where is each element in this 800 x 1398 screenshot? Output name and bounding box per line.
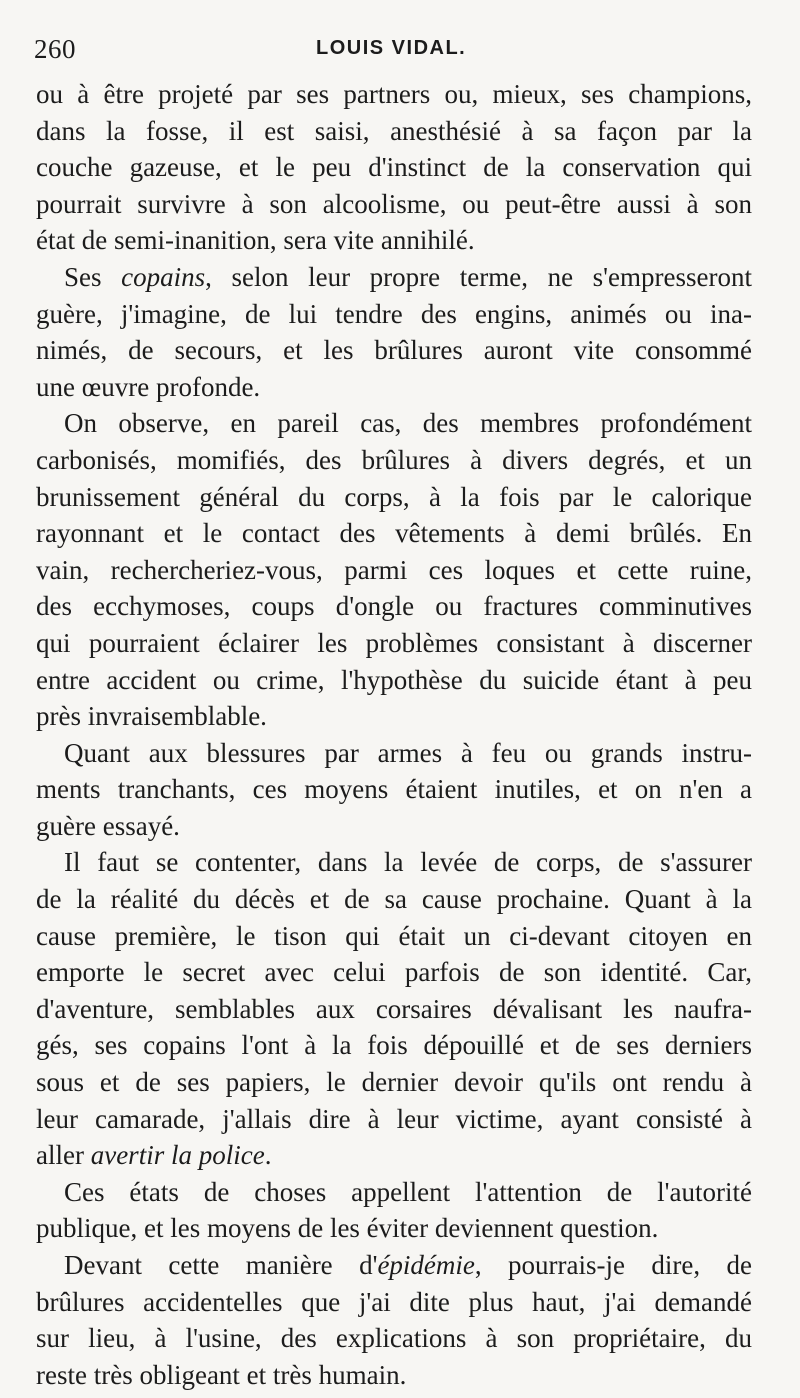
text-line	[36, 1247, 752, 1284]
text-line: d'aventure, semblables aux corsaires dévalisant les naufra-	[36, 993, 752, 1024]
text-line: guère essayé.	[36, 810, 180, 841]
italic-text: avertir la police	[90, 1140, 265, 1171]
text-line: des ecchymoses, coups d'ongle ou fractures comminutives	[36, 591, 752, 622]
text-line: brûlures accidentelles que j'ai dite plus haut, j'ai demandé	[36, 1286, 752, 1317]
text-line: couche gazeuse, et le peu d'instinct de la conservation qui	[36, 152, 752, 183]
text-span: Devant cette manière d'	[64, 1250, 378, 1280]
italic-text: copains	[121, 261, 206, 292]
text-line: ments tranchants, ces moyens étaient inutiles, et on n'en a	[36, 774, 752, 805]
text-line: qui pourraient éclairer les problèmes consistant à discerner	[36, 627, 752, 658]
page-number: 260	[34, 34, 76, 64]
text-line: une œuvre profonde.	[36, 371, 261, 402]
page-header	[34, 32, 754, 66]
text-span: , pourrais-je dire, de	[474, 1250, 752, 1280]
text-line: état de semi-inanition, sera vite annihilé.	[36, 225, 475, 256]
text-line: On observe, en pareil cas, des membres profondément	[64, 408, 752, 439]
text-line: publique, et les moyens de les éviter deviennent question.	[36, 1213, 659, 1244]
text-line: guère, j'imagine, de lui tendre des engins, animés ou ina-	[36, 298, 752, 329]
text-line: sous et de ses papiers, le dernier devoir qu'ils ont rendu à	[36, 1067, 752, 1098]
text-span: Ses	[64, 261, 122, 292]
text-line: près invraisemblable.	[36, 701, 267, 732]
text-line	[36, 1137, 752, 1174]
text-line: reste très obligeant et très humain.	[36, 1359, 407, 1390]
text-line: vain, rechercheriez-vous, parmi ces loques et cette ruine,	[36, 554, 752, 585]
text-line	[36, 259, 752, 296]
text-line: ou à être projeté par ses partners ou, mieux, ses champions,	[36, 79, 752, 109]
text-line: brunissement général du corps, à la fois par le calorique	[36, 481, 752, 512]
text-line: Il faut se contenter, dans la levée de corps, de s'assurer	[64, 847, 752, 878]
text-line: de la réalité du décès et de sa cause prochaine. Quant à la	[36, 884, 752, 915]
text-span: aller	[36, 1140, 91, 1171]
text-span: , selon leur propre terme, ne s'empresseront	[205, 261, 752, 292]
text-line: sur lieu, à l'usine, des explications à son propriétaire, du	[36, 1323, 752, 1354]
text-line: rayonnant et le contact des vêtements à demi brûlés. En	[36, 518, 752, 549]
body-text	[36, 76, 752, 1393]
text-line: cause première, le tison qui était un ci-devant citoyen en	[36, 920, 752, 951]
text-line: emporte le secret avec celui parfois de son identité. Car,	[36, 957, 752, 988]
text-line: pourrait survivre à son alcoolisme, ou peut-être aussi à son	[36, 188, 752, 219]
text-line: nimés, de secours, et les brûlures auront vite consommé	[36, 335, 752, 366]
text-line: gés, ses copains l'ont à la fois dépouillé et de ses derniers	[36, 1030, 752, 1061]
text-line: Ces états de choses appellent l'attention de l'autorité	[64, 1176, 752, 1207]
italic-text: épidémie	[377, 1250, 475, 1280]
text-line: Quant aux blessures par armes à feu ou grands instru-	[64, 737, 752, 768]
text-line: leur camarade, j'allais dire à leur victime, ayant consisté à	[36, 1103, 752, 1134]
text-line: carbonisés, momifiés, des brûlures à divers degrés, et un	[36, 444, 752, 475]
running-head: LOUIS VIDAL.	[316, 37, 467, 59]
text-line: dans la fosse, il est saisi, anesthésié à sa façon par la	[36, 115, 752, 146]
text-line: entre accident ou crime, l'hypothèse du suicide étant à peu	[36, 664, 752, 695]
text-span: .	[264, 1140, 272, 1171]
